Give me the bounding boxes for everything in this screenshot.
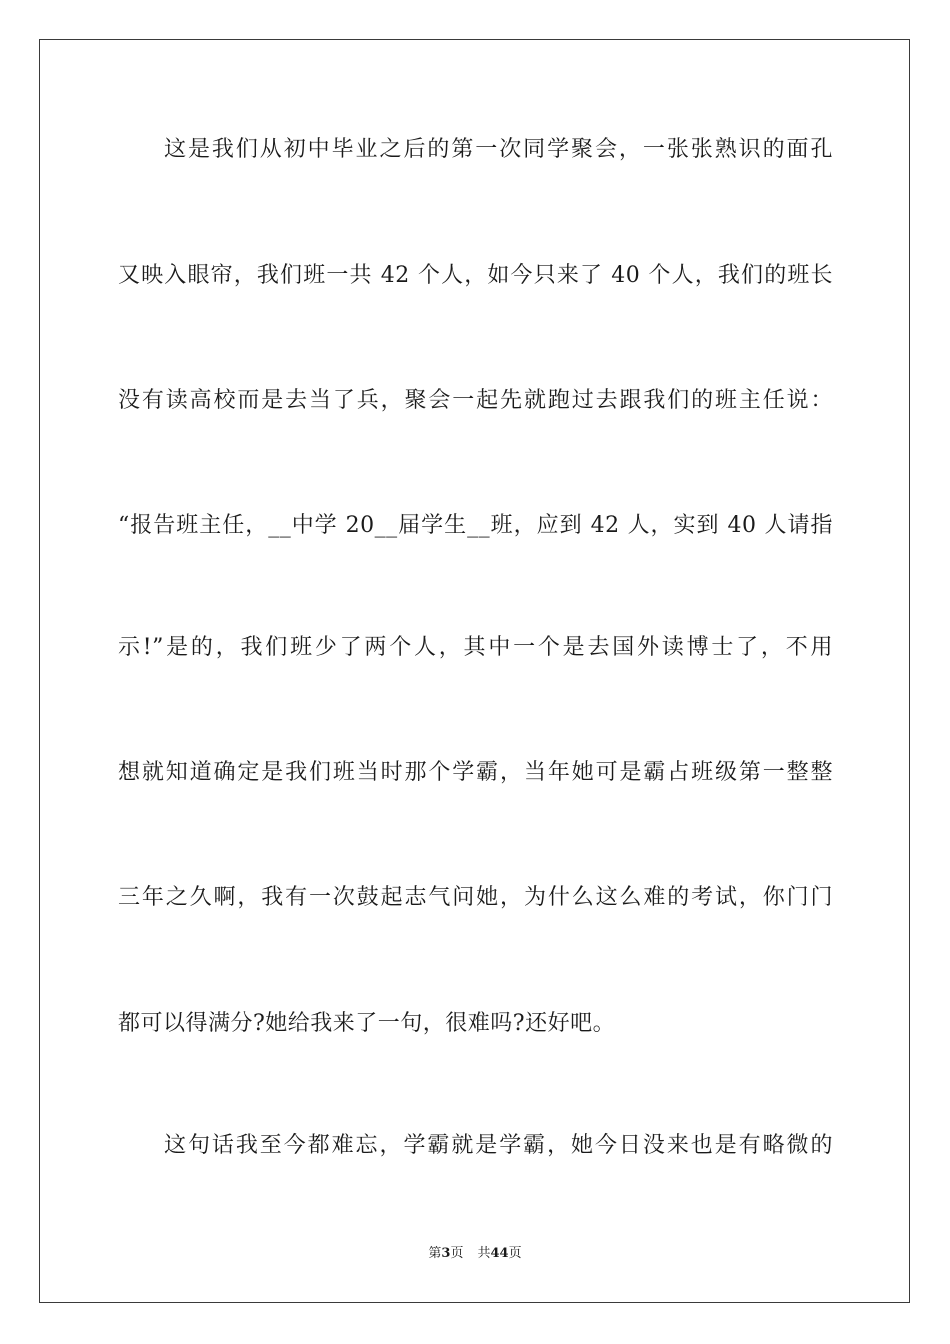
paragraph-1-line-4: “报告班主任，__中学 20__届学生__班，应到 42 人，实到 40 人请指 [118, 513, 833, 538]
paragraph-1-line-2: 又映入眼帘，我们班一共 42 个人，如今只来了 40 个人，我们的班长 [118, 263, 833, 288]
footer-page-number: 3 [441, 1246, 451, 1261]
paragraph-1-line-3: 没有读高校而是去当了兵，聚会一起先就跑过去跟我们的班主任说： [118, 388, 833, 413]
footer-total-prefix: 共 [477, 1246, 491, 1261]
page-border [39, 39, 910, 1303]
paragraph-1-line-7: 三年之久啊，我有一次鼓起志气问她，为什么这么难的考试，你门门 [118, 885, 833, 910]
paragraph-1-line-6: 想就知道确定是我们班当时那个学霸，当年她可是霸占班级第一整整 [118, 760, 833, 785]
page-footer [0, 1245, 950, 1263]
footer-page-suffix: 页 [450, 1246, 464, 1261]
paragraph-2-line-1: 这句话我至今都难忘，学霸就是学霸，她今日没来也是有略微的 [164, 1133, 833, 1158]
paragraph-1-line-1: 这是我们从初中毕业之后的第一次同学聚会，一张张熟识的面孔 [164, 137, 833, 162]
paragraph-1-line-8: 都可以得满分?她给我来了一句，很难吗?还好吧。 [118, 1011, 616, 1036]
footer-total-pages: 44 [490, 1246, 509, 1261]
paragraph-1-line-5: 示!”是的，我们班少了两个人，其中一个是去国外读博士了，不用 [118, 635, 833, 660]
footer-total-suffix: 页 [508, 1246, 522, 1261]
footer-page-prefix: 第 [428, 1246, 442, 1261]
